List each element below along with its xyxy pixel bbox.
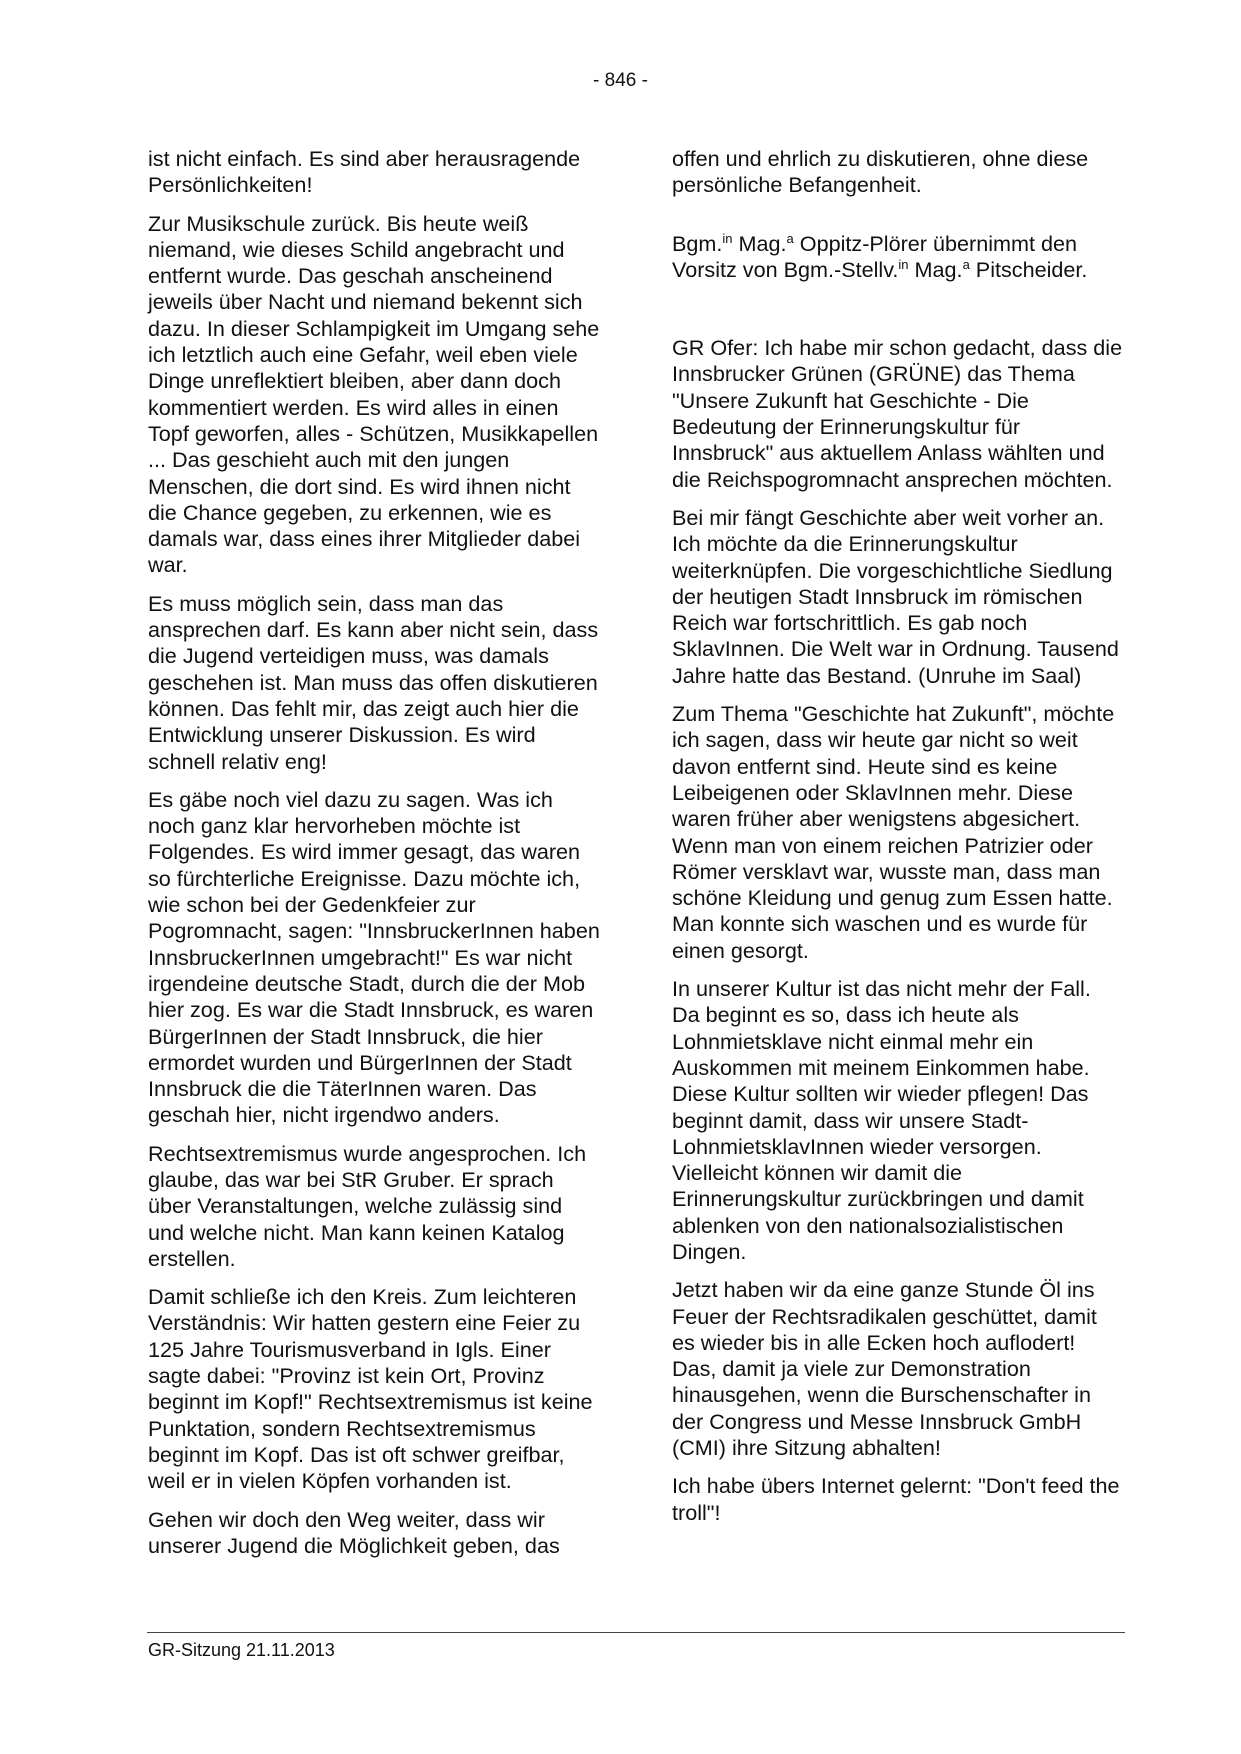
chair-text: Pitscheider. [969,256,1088,282]
speech-paragraph [672,335,1124,493]
chair-change-note [672,231,1124,284]
paragraph-continuation: offen und ehrlich zu diskutieren, ohne diese persönliche Befangenheit. [672,146,1089,198]
paragraph: Ich habe übers Internet gelernt: "Don't feed the troll"! [672,1473,1120,1525]
chair-sup: in [722,230,733,246]
paragraph: Zur Musikschule zurück. Bis heute weiß niemand, wie dieses Schild angebracht und entfernt wurde. Das geschah anscheinend jeweils über Nacht und niemand bekennt sich dazu. In dieser Schlampigkeit im Umgang sehe ich letztlich auch eine Gefahr, weil eben viele Dinge unreflektiert bleiben, aber dann doch kommentiert werden. Es wird alles in einen Topf geworfen, alles - Schützen, Musikkapellen ... Das geschieht auch mit den jungen Menschen, die dort sind. Es wird ihnen nicht die Chance gegeben, zu erkennen, wie es damals war, dass eines ihrer Mitglieder dabei war. [148,210,600,578]
chair-text: Bgm. [672,230,723,256]
chair-text: Mag. [908,256,963,282]
paragraph: Damit schließe ich den Kreis. Zum leichteren Verständnis: Wir hatten gestern eine Feier zu 125 Jahre Tourismusverband in Igls. Einer sagte dabei: "Provinz ist kein Ort, Provinz beginnt im Kopf!" Rechtsextremismus ist keine Punktation, sondern Rechtsextremismus beginnt im Kopf. Das ist oft schwer greifbar, weil er in vielen Köpfen vorhanden ist. [148,1284,593,1494]
paragraph: Bei mir fängt Geschichte aber weit vorher an. Ich möchte da die Erinnerungskultur weiterknüpfen. Die vorgeschichtliche Siedlung der heutigen Stadt Innsbruck im römischen Reich war fortschrittlich. Es gab noch SklavInnen. Die Welt war in Ordnung. Tausend Jahre hatte das Bestand. (Unruhe im Saal) [672,504,1119,688]
paragraph: Rechtsextremismus wurde angesprochen. Ich glaube, das war bei StR Gruber. Er sprach über Veranstaltungen, welche zulässig sind und welche nicht. Man kann keinen Katalog erstellen. [148,1140,587,1271]
paragraph: Jetzt haben wir da eine ganze Stunde Öl ins Feuer der Rechtsradikalen geschüttet, damit es wieder bis in alle Ecken hoch auflodert! Das, damit ja viele zur Demonstration hinausgehen, wenn die Burschenschafter in der Congress und Messe Innsbruck GmbH (CMI) ihre Sitzung abhalten! [672,1277,1097,1461]
right-column [672,146,1124,1538]
speaker-name: GR Ofer: [672,335,759,361]
chair-sup: in [898,256,909,272]
paragraph: Zum Thema "Geschichte hat Zukunft", möchte ich sagen, dass wir heute gar nicht so weit davon entfernt sind. Heute sind es keine Leibeigenen oder SklavInnen mehr. Diese waren früher aber wenigstens abgesichert. Wenn man von einem reichen Patrizier oder Römer versklavt war, wusste man, dass man schöne Kleidung und genug zum Essen hatte. Man konnte sich waschen und es wurde für einen gesorgt. [672,701,1115,963]
page-number: - 846 - [593,70,648,91]
chair-text: Oppitz-Plörer übernimmt den Vorsitz von Bgm.-Stellv. [672,230,1078,282]
left-column [148,146,600,1571]
paragraph: ist nicht einfach. Es sind aber herausragende Persönlichkeiten! [148,146,581,198]
chair-sup: a [786,230,794,246]
paragraph: In unserer Kultur ist das nicht mehr der Fall. Da beginnt es so, dass ich heute als Lohnmietsklave nicht einmal mehr ein Auskommen mit meinem Einkommen habe. Diese Kultur sollten wir wieder pflegen! Das beginnt damit, dass wir unsere Stadt-LohnmietsklavInnen wieder versorgen. Vielleicht können wir damit die Erinnerungskultur zurückbringen und damit ablenken von den nationalsozialistischen Dingen. [672,976,1091,1264]
footer-divider [147,1632,1125,1633]
paragraph: Es gäbe noch viel dazu zu sagen. Was ich noch ganz klar hervorheben möchte ist Folgendes. Es wird immer gesagt, das waren so fürchterliche Ereignisse. Dazu möchte ich, wie schon bei der Gedenkfeier zur Pogromnacht, sagen: "InnsbruckerInnen haben InnsbruckerInnen umgebracht!" Es war nicht irgendeine deutsche Stadt, durch die der Mob hier zog. Es war die Stadt Innsbruck, es waren BürgerInnen der Stadt Innsbruck, die hier ermordet wurden und BürgerInnen der Stadt Innsbruck die die TäterInnen waren. Das geschah hier, nicht irgendwo anders. [148,786,600,1128]
footer-session-date: GR-Sitzung 21.11.2013 [148,1640,335,1660]
chair-text: Mag. [732,230,787,256]
chair-sup: a [962,256,970,272]
paragraph: Es muss möglich sein, dass man das ansprechen darf. Es kann aber nicht sein, dass die Jugend verteidigen muss, was damals geschehen ist. Man muss das offen diskutieren können. Das fehlt mir, das zeigt auch hier die Entwicklung unserer Diskussion. Es wird schnell relativ eng! [148,590,599,774]
speech-text: Ich habe mir schon gedacht, dass die Innsbrucker Grünen (GRÜNE) das Thema "Unsere Zukunft hat Geschichte - Die Bedeutung der Erinnerungskultur für Innsbruck" aus aktuellem Anlass wählten und die Reichspogromnacht ansprechen möchten. [672,335,1123,492]
paragraph: Gehen wir doch den Weg weiter, dass wir unserer Jugend die Möglichkeit geben, das [148,1506,560,1558]
